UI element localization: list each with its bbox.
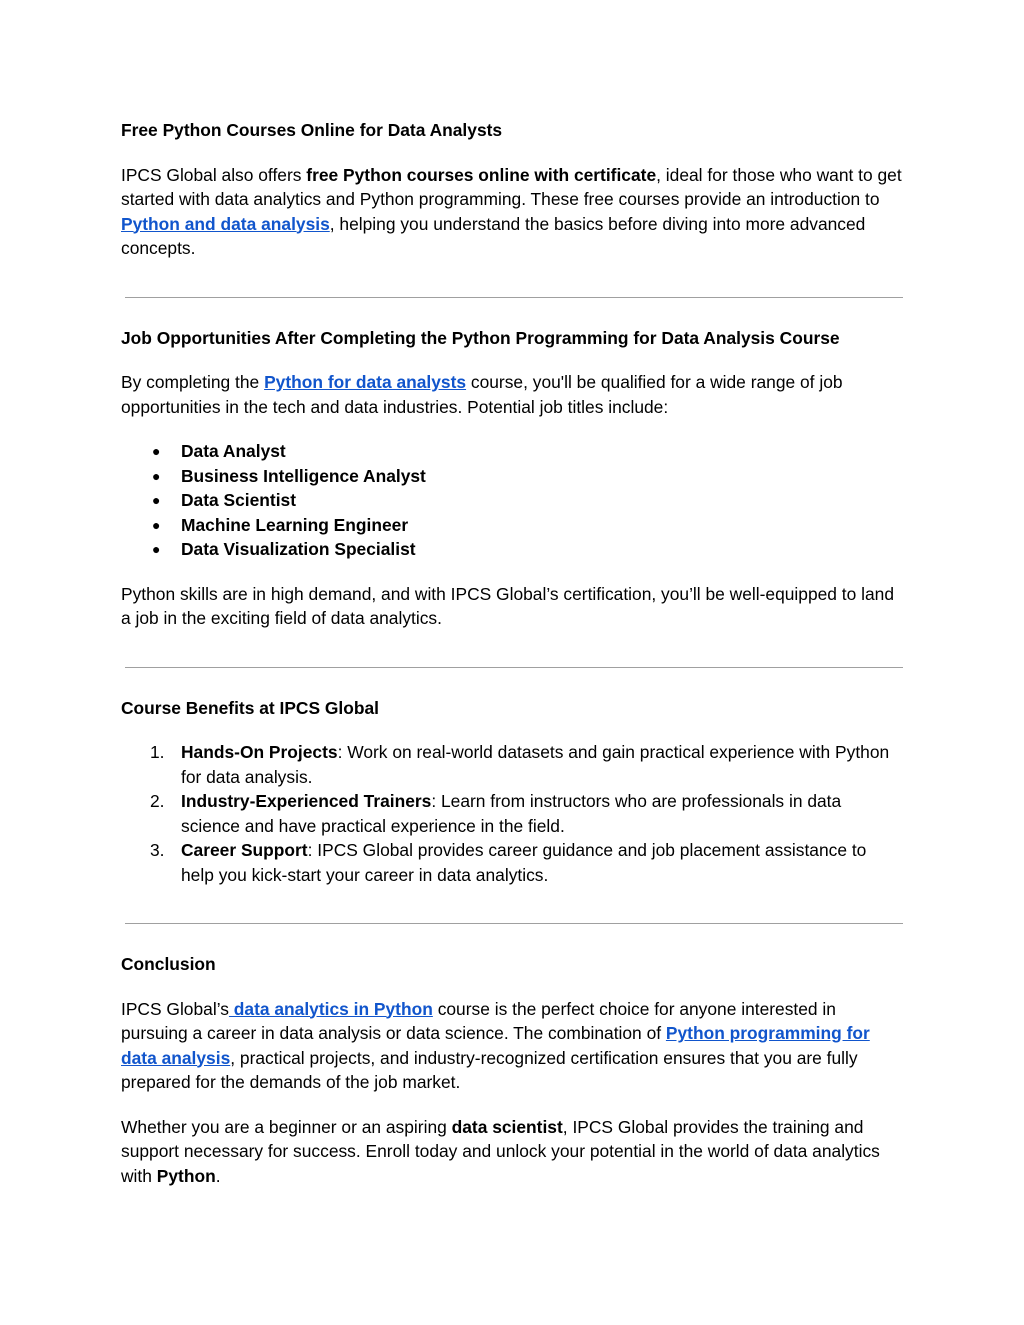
- text-span: course is the perfect choice for anyone interested in pursuing a career in data analysis or data science. The combination of: [121, 998, 836, 1043]
- bullet-icon: ●: [152, 516, 161, 533]
- section-heading-free-courses: Free Python Courses Online for Data Analysts: [121, 120, 503, 140]
- benefits-list: [121, 740, 903, 887]
- list-item: [121, 789, 903, 838]
- list-item: [121, 537, 903, 562]
- link-python-programming-for-data-analysis[interactable]: Python programming for data analysis: [121, 1023, 870, 1068]
- bullet-icon: ●: [152, 541, 161, 557]
- list-item: [121, 513, 903, 538]
- list-item: [121, 464, 903, 489]
- list-item: [121, 838, 903, 887]
- list-number: 1.: [150, 742, 165, 762]
- text-span: IPCS Global also offers: [121, 164, 307, 185]
- horizontal-divider: [125, 923, 903, 924]
- job-title: Data Scientist: [181, 490, 297, 510]
- bullet-icon: ●: [152, 443, 161, 459]
- text-span: IPCS Global’s: [121, 998, 229, 1019]
- benefit-title: Hands-On Projects: [181, 742, 338, 762]
- job-title: Data Analyst: [181, 441, 286, 461]
- benefit-text: : IPCS Global provides career guidance and job placement assistance to help you kick-start your career in data analytics.: [181, 840, 867, 885]
- list-number: 3.: [150, 840, 165, 860]
- job-title: Business Intelligence Analyst: [181, 465, 426, 486]
- paragraph-closing: [121, 1115, 903, 1189]
- document-page: [121, 118, 903, 1188]
- benefit-text: : Learn from instructors who are professionals in data science and have practical experience in the field.: [181, 791, 842, 836]
- bold-phrase: data scientist: [451, 1116, 563, 1137]
- job-title: Data Visualization Specialist: [181, 539, 416, 559]
- text-span: , helping you understand the basics before diving into more advanced concepts.: [121, 213, 866, 258]
- benefit-text: : Work on real-world datasets and gain practical experience with Python for data analysis.: [181, 742, 890, 787]
- section-heading-conclusion: Conclusion: [121, 954, 216, 974]
- horizontal-divider: [125, 297, 903, 298]
- list-item: [121, 439, 903, 464]
- text-span: Whether you are a beginner or an aspiring: [121, 1116, 452, 1137]
- text-span: , ideal for those who want to get started with data analytics and Python programming. These free courses provide an introduction to: [121, 164, 902, 209]
- paragraph-free-courses: [121, 163, 903, 261]
- bold-phrase: free Python courses online with certificate: [306, 164, 657, 185]
- job-title: Machine Learning Engineer: [181, 514, 409, 535]
- link-python-and-data-analysis[interactable]: Python and data analysis: [121, 213, 330, 234]
- link-python-for-data-analysts[interactable]: Python for data analysts: [264, 372, 467, 392]
- text-span: course, you'll be qualified for a wide range of job opportunities in the tech and data industries. Potential job titles include:: [121, 372, 843, 417]
- benefit-title: Industry-Experienced Trainers: [181, 791, 432, 811]
- paragraph-conclusion: [121, 997, 903, 1095]
- text-span: , practical projects, and industry-recognized certification ensures that you are fully prepared for the demands of the job market.: [121, 1047, 858, 1092]
- link-data-analytics-in-python[interactable]: data analytics in Python: [228, 998, 433, 1019]
- paragraph-job-closing: Python skills are in high demand, and with IPCS Global’s certification, you’ll be well-equipped to land a job in the exciting field of data analytics.: [121, 583, 895, 628]
- section-heading-course-benefits: Course Benefits at IPCS Global: [121, 697, 380, 718]
- paragraph-job-intro: [121, 370, 903, 419]
- bold-phrase: Python: [156, 1165, 216, 1186]
- list-item: [121, 488, 903, 513]
- text-span: By completing the: [121, 372, 265, 392]
- benefit-title: Career Support: [181, 840, 308, 860]
- list-item: [121, 740, 903, 789]
- text-span: , IPCS Global provides the training and support necessary for success. Enroll today and unlock your potential in the world of data analytics with: [121, 1116, 880, 1186]
- job-titles-list: [121, 439, 903, 562]
- text-span: .: [215, 1165, 221, 1186]
- section-heading-job-opportunities: Job Opportunities After Completing the Python Programming for Data Analysis Course: [121, 327, 840, 348]
- horizontal-divider: [125, 667, 903, 668]
- list-number: 2.: [150, 791, 165, 811]
- bullet-icon: ●: [152, 492, 161, 508]
- bullet-icon: ●: [152, 467, 161, 484]
